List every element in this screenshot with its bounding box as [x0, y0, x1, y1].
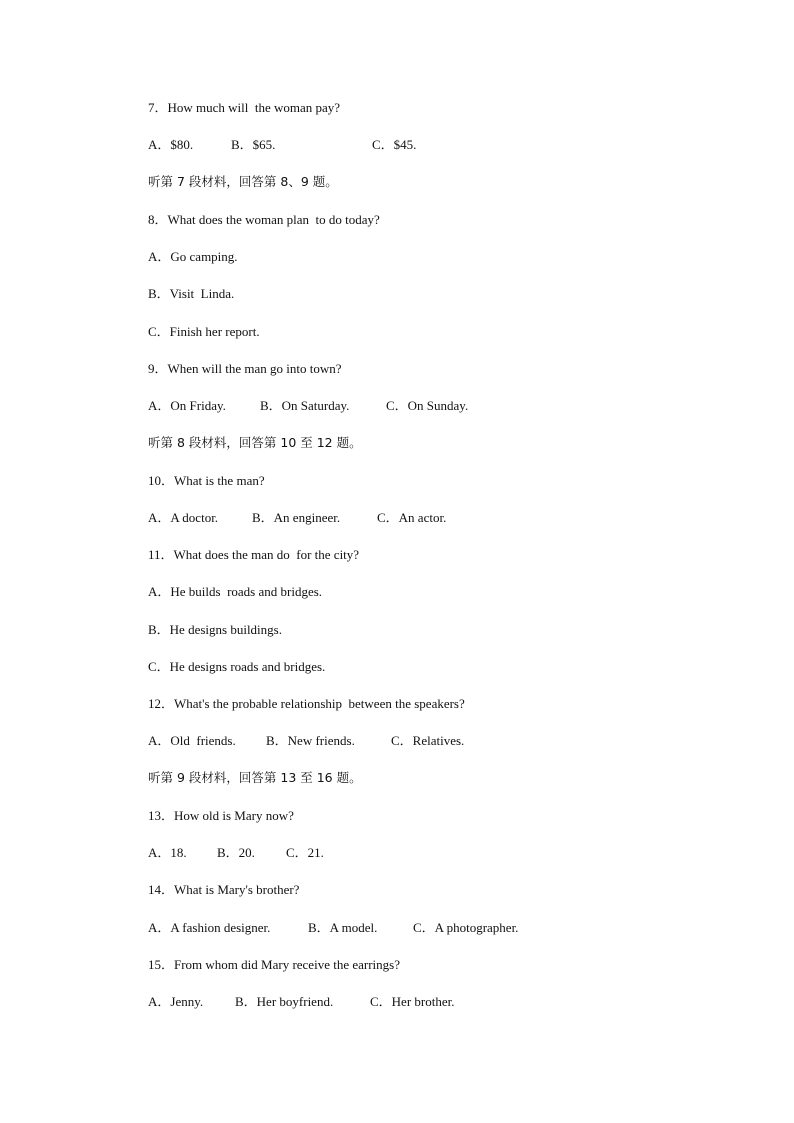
option-c: C．$45. [372, 137, 417, 152]
question-13: 13．How old is Mary now? [148, 808, 294, 823]
section-heading-9: 听第 9 段材料，回答第 13 至 16 题。 [148, 770, 362, 785]
option-a: A．A doctor. [148, 510, 219, 525]
question-7: 7．How much will the woman pay? [148, 100, 341, 115]
option-a: A．18. [148, 845, 187, 860]
option-a: A．Old friends. [148, 733, 236, 748]
question-8: 8．What does the woman plan to do today? [148, 212, 380, 227]
option-a: A．$80. [148, 137, 194, 152]
question-9: 9．When will the man go into town? [148, 361, 342, 376]
question-10: 10．What is the man? [148, 473, 265, 488]
option-b: B．A model. [308, 920, 378, 935]
section-heading-7: 听第 7 段材料，回答第 8、9 题。 [148, 174, 338, 189]
options-row-q9 [148, 396, 469, 416]
option-line-q11-b: B．He designs buildings. [148, 622, 282, 637]
section-heading-8: 听第 8 段材料，回答第 10 至 12 题。 [148, 435, 362, 450]
option-b: B．$65. [231, 137, 276, 152]
option-b: B．20. [217, 845, 255, 860]
options-row-q15 [148, 992, 455, 1012]
options-row-q12 [148, 731, 465, 751]
option-line-q8-a: A．Go camping. [148, 249, 238, 264]
option-line-q8-c: C．Finish her report. [148, 324, 260, 339]
option-a: A．A fashion designer. [148, 920, 271, 935]
options-row-q10 [148, 508, 447, 528]
option-c: C．A photographer. [413, 920, 519, 935]
option-c: C．On Sunday. [386, 398, 469, 413]
options-row-q14 [148, 918, 519, 938]
option-b: B．Her boyfriend. [235, 994, 334, 1009]
option-c: C．An actor. [377, 510, 447, 525]
question-11: 11．What does the man do for the city? [148, 547, 360, 562]
options-row-q13 [148, 843, 324, 863]
option-line-q11-c: C．He designs roads and bridges. [148, 659, 326, 674]
options-row-q7 [148, 135, 417, 155]
option-a: A．Jenny. [148, 994, 204, 1009]
option-c: C．Her brother. [370, 994, 455, 1009]
option-c: C．21. [286, 845, 324, 860]
option-b: B．New friends. [266, 733, 355, 748]
option-b: B．An engineer. [252, 510, 341, 525]
question-14: 14．What is Mary's brother? [148, 882, 300, 897]
question-12: 12．What's the probable relationship between the speakers? [148, 696, 465, 711]
option-line-q11-a: A．He builds roads and bridges. [148, 584, 323, 599]
option-b: B．On Saturday. [260, 398, 350, 413]
option-a: A．On Friday. [148, 398, 226, 413]
question-15: 15．From whom did Mary receive the earrings? [148, 957, 400, 972]
option-line-q8-b: B．Visit Linda. [148, 286, 235, 301]
option-c: C．Relatives. [391, 733, 465, 748]
